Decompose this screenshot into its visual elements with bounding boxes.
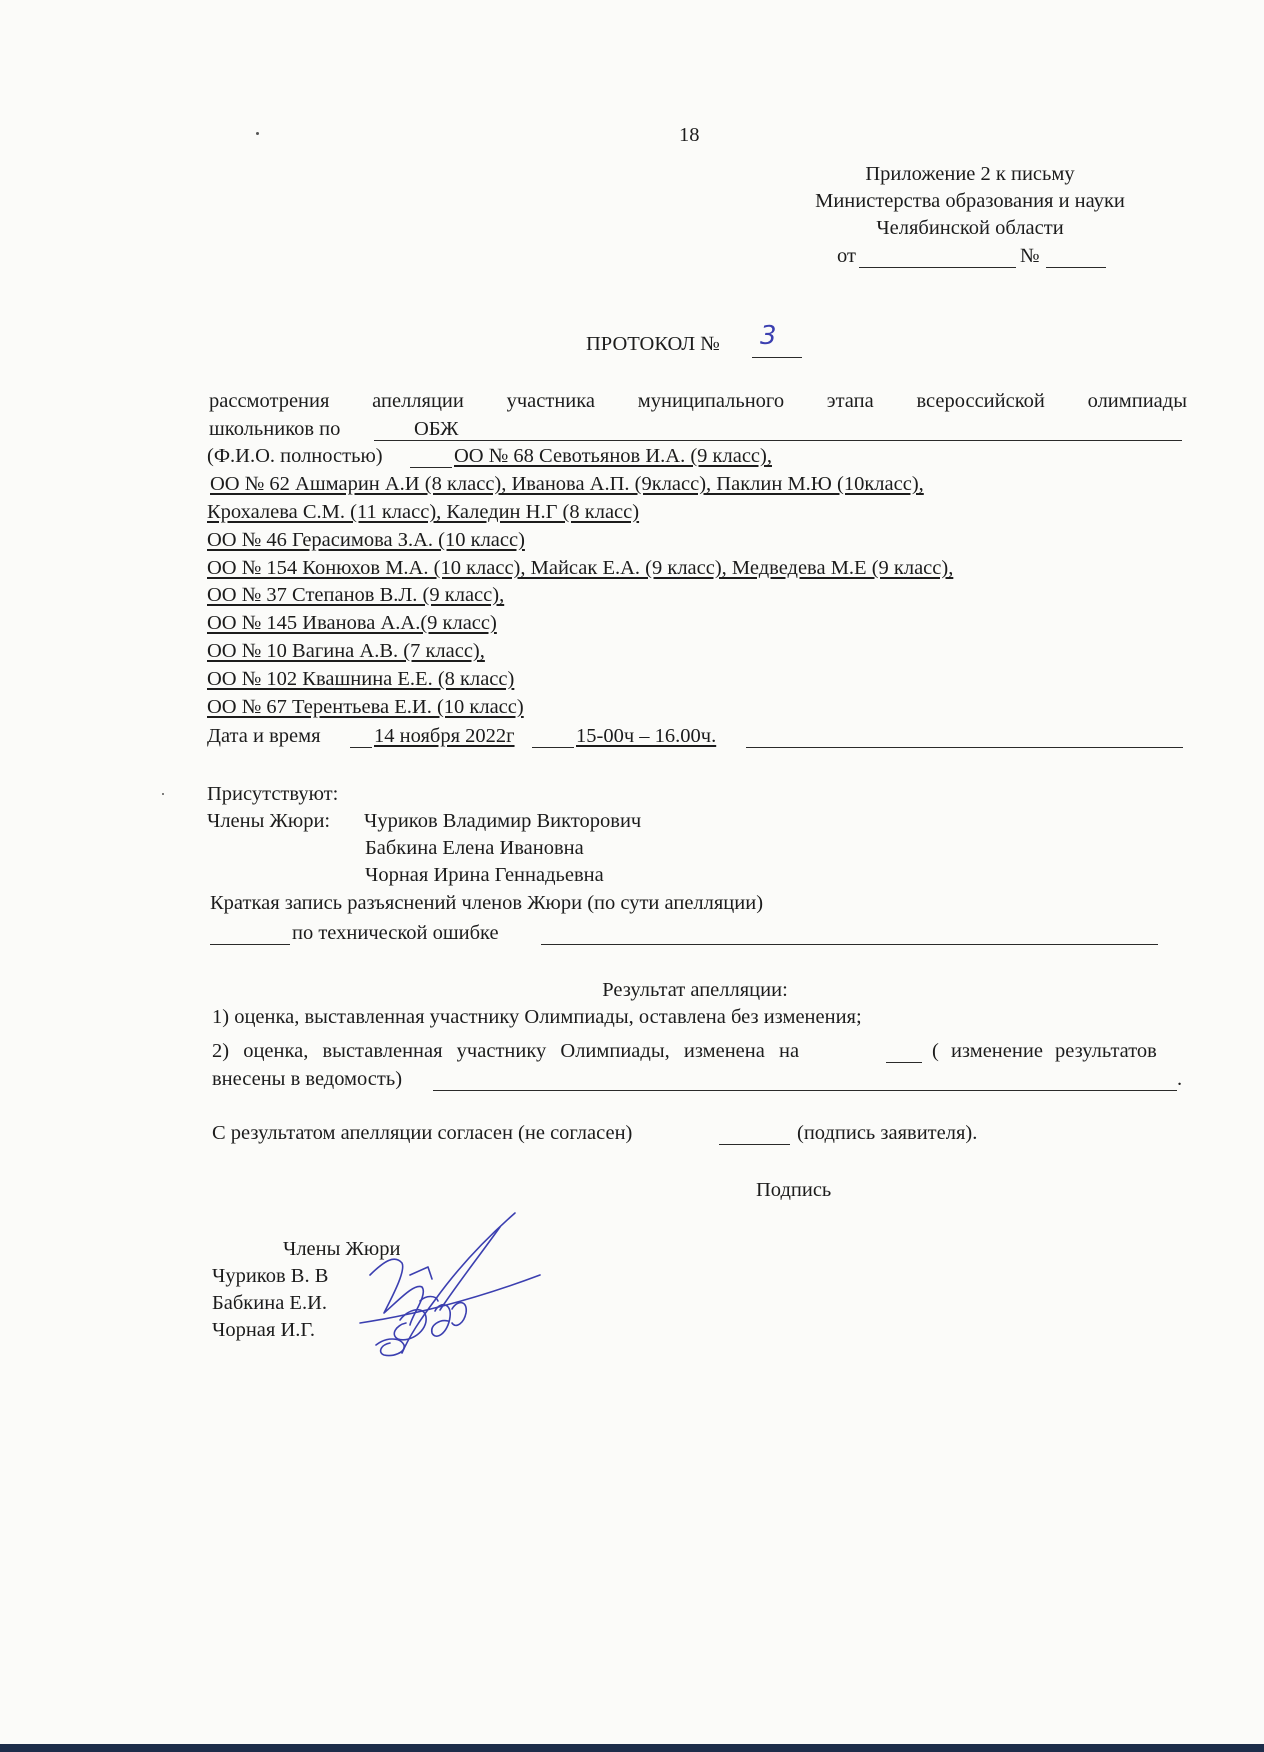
from-date-line bbox=[859, 267, 1016, 268]
scan-bottom-edge bbox=[0, 1744, 1264, 1752]
protocol-label: ПРОТОКОЛ № bbox=[586, 333, 720, 355]
intro-line-2-prefix: школьников по bbox=[209, 418, 341, 440]
participant-line: ОО № 68 Севотьянов И.А. (9 класс), bbox=[454, 445, 772, 467]
present-label: Присутствуют: bbox=[207, 783, 339, 805]
appendix-number-label: № bbox=[1020, 245, 1040, 267]
datetime-time: 15-00ч – 16.00ч. bbox=[576, 725, 717, 747]
protocol-number-line bbox=[752, 357, 802, 358]
participant-line: ОО № 145 Иванова А.А.(9 класс) bbox=[207, 612, 497, 634]
jury-member: Чорная Ирина Геннадьевна bbox=[365, 864, 604, 886]
appendix-number-line bbox=[1046, 267, 1106, 268]
participant-line: ОО № 46 Герасимова З.А. (10 класс) bbox=[207, 529, 525, 551]
fio-label: (Ф.И.О. полностью) bbox=[207, 445, 383, 467]
protocol-number: 3 bbox=[760, 321, 777, 351]
result-option-2-note-cont: внесены в ведомость) bbox=[212, 1068, 403, 1090]
result-option-2: 2) оценка, выставленная участнику Олимпиады, изменена на bbox=[212, 1040, 800, 1062]
fio-line bbox=[410, 467, 452, 468]
agreement-text: С результатом апелляции согласен (не согласен) bbox=[212, 1122, 633, 1144]
explanation-line bbox=[210, 944, 290, 945]
participant-line: ОО № 10 Вагина А.В. (7 класс), bbox=[207, 640, 485, 662]
datetime-date: 14 ноября 2022г bbox=[374, 725, 515, 747]
result-option-1: 1) оценка, выставленная участнику Олимпиады, оставлена без изменения; bbox=[212, 1006, 862, 1028]
result-title: Результат апелляции: bbox=[602, 979, 788, 1001]
intro-line-1: рассмотрения апелляции участника муниципального этапа всероссийской олимпиады bbox=[209, 390, 1187, 412]
participant-line: ОО № 102 Квашнина Е.Е. (8 класс) bbox=[207, 668, 515, 690]
explanation-value: по технической ошибке bbox=[292, 922, 499, 944]
scan-speck bbox=[256, 132, 259, 135]
appendix-line-3: Челябинской области bbox=[876, 217, 1064, 239]
explanation-label: Краткая запись разъяснений членов Жюри (по сути апелляции) bbox=[210, 892, 764, 914]
participant-line: ОО № 67 Терентьева Е.И. (10 класс) bbox=[207, 696, 524, 718]
result-ledger-line bbox=[433, 1090, 1177, 1091]
appendix-from-label: от bbox=[837, 245, 856, 267]
subject: ОБЖ bbox=[414, 418, 459, 440]
signer-name: Бабкина Е.И. bbox=[212, 1292, 328, 1314]
agreement-signature-label: (подпись заявителя). bbox=[797, 1122, 978, 1144]
scan-speck bbox=[162, 793, 164, 795]
participant-line: Крохалева С.М. (11 класс), Каледин Н.Г (8 класс) bbox=[207, 501, 640, 523]
datetime-label: Дата и время bbox=[207, 725, 321, 747]
participant-line: ОО № 62 Ашмарин А.И (8 класс), Иванова А.П. (9класс), Паклин М.Ю (10класс), bbox=[210, 473, 924, 495]
appendix-line-2: Министерства образования и науки bbox=[815, 190, 1125, 212]
appendix-line-1: Приложение 2 к письму bbox=[865, 163, 1075, 185]
result-option-2-note: ( изменение результатов bbox=[932, 1040, 1157, 1062]
signers-title: Члены Жюри bbox=[283, 1238, 401, 1260]
result-change-line bbox=[886, 1062, 922, 1063]
subject-line bbox=[374, 440, 1182, 441]
jury-label: Члены Жюри: bbox=[207, 810, 331, 832]
jury-member: Чуриков Владимир Викторович bbox=[364, 810, 642, 832]
signer-name: Чорная И.Г. bbox=[212, 1319, 316, 1341]
page-number: 18 bbox=[679, 124, 700, 146]
datetime-line bbox=[350, 747, 372, 748]
applicant-signature-line bbox=[719, 1144, 790, 1145]
datetime-line bbox=[746, 747, 1183, 748]
signature-label: Подпись bbox=[756, 1179, 832, 1201]
signer-name: Чуриков В. В bbox=[212, 1265, 329, 1287]
participant-line: ОО № 37 Степанов В.Л. (9 класс), bbox=[207, 584, 505, 606]
period: . bbox=[1177, 1068, 1183, 1090]
handwritten-signatures bbox=[340, 1205, 550, 1360]
datetime-line bbox=[532, 747, 574, 748]
participant-line: ОО № 154 Конюхов М.А. (10 класс), Майсак Е.А. (9 класс), Медведева М.Е (9 класс), bbox=[207, 557, 954, 579]
explanation-line bbox=[541, 944, 1158, 945]
jury-member: Бабкина Елена Ивановна bbox=[365, 837, 584, 859]
